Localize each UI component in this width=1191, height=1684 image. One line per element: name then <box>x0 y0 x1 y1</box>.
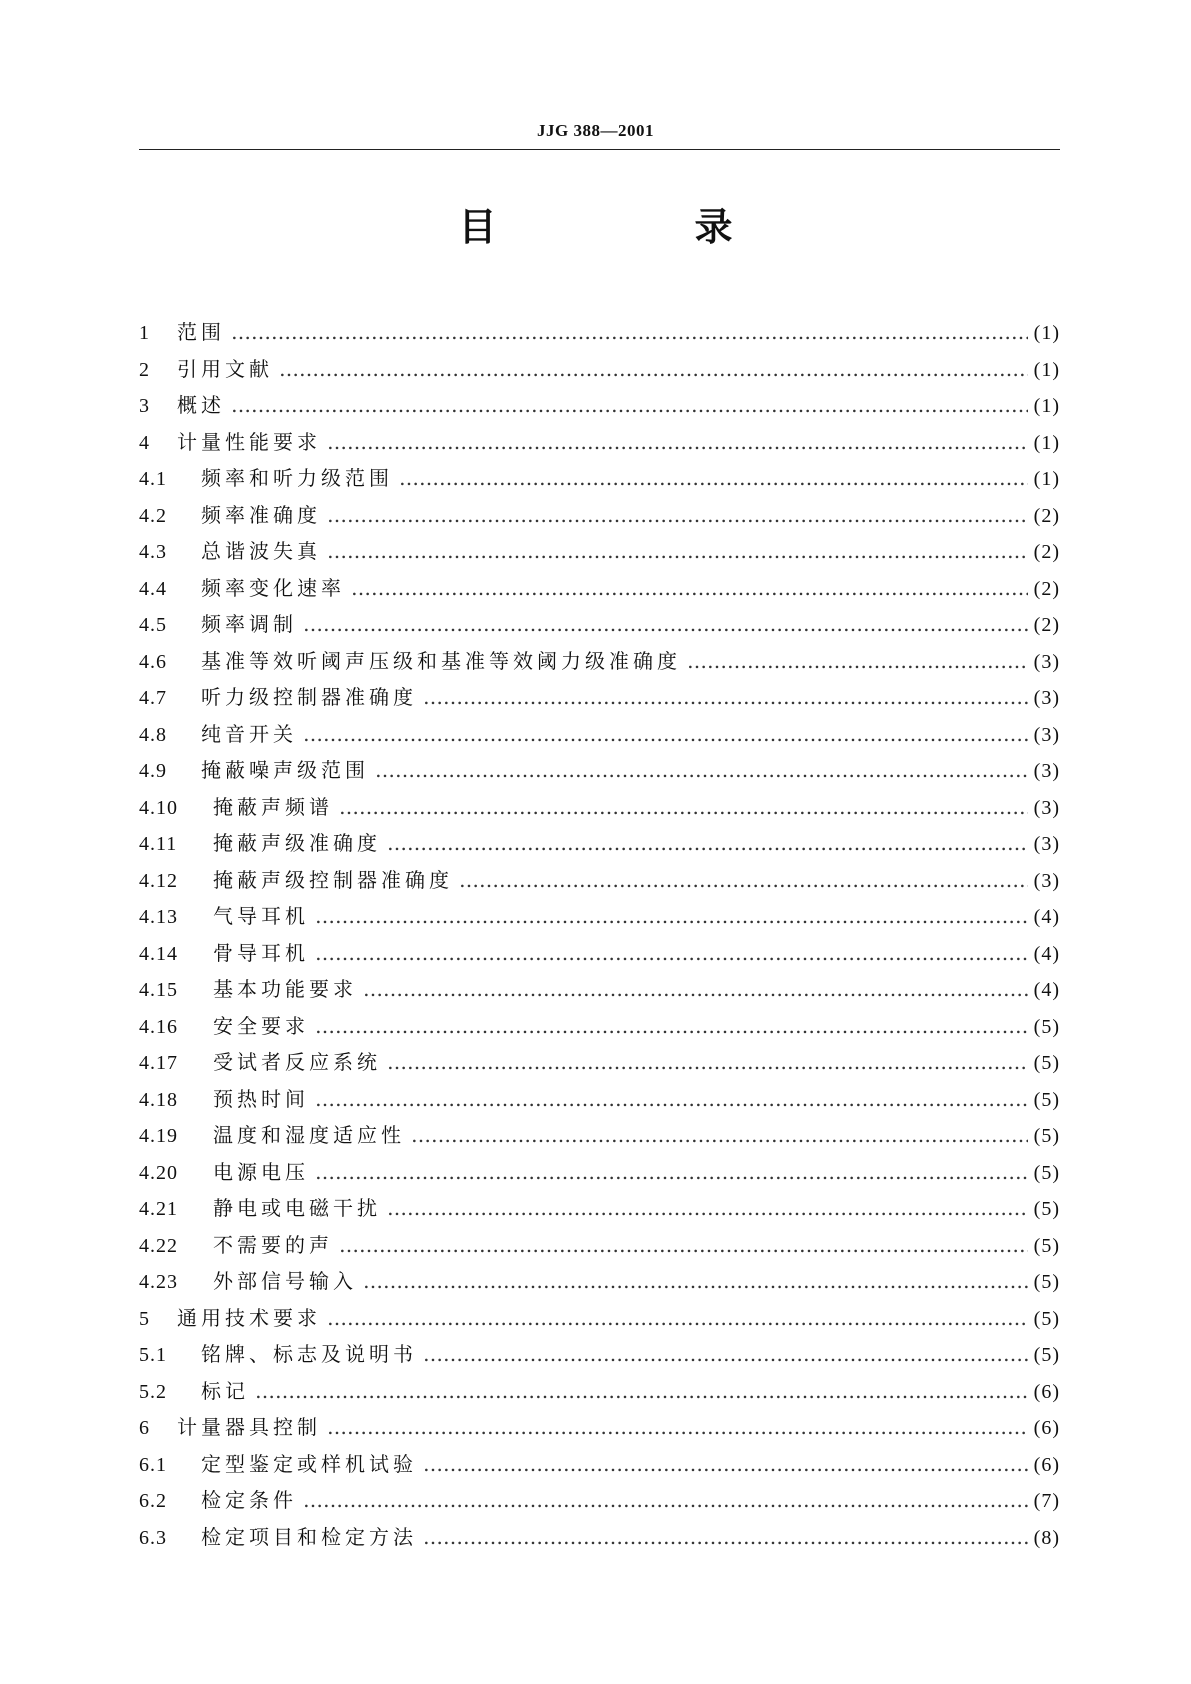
toc-entry[interactable] <box>139 497 1060 534</box>
toc-entry-page: (1) <box>1033 468 1060 490</box>
toc-entry-number: 1 <box>139 322 150 344</box>
toc-entry-page: (2) <box>1033 577 1060 600</box>
toc-dot-leader <box>339 1227 1028 1264</box>
toc-dot-leader <box>255 1373 1028 1410</box>
toc-entry[interactable] <box>139 1044 1060 1081</box>
toc-entry-title: 频率准确度 <box>201 502 321 527</box>
page-title: 目 录 <box>458 205 813 249</box>
toc-entry-title: 预热时间 <box>213 1086 309 1111</box>
toc-entry[interactable] <box>139 1482 1060 1519</box>
toc-entry-page: (5) <box>1033 1234 1060 1257</box>
toc-entry-page: (6) <box>1033 1380 1060 1403</box>
toc-entry-number: 4 <box>139 431 150 454</box>
toc-dot-leader <box>231 314 1028 351</box>
toc-entry-page: (5) <box>1033 1344 1060 1366</box>
toc-entry-page: (5) <box>1033 1052 1060 1074</box>
toc-entry[interactable] <box>139 606 1060 643</box>
toc-entry-number: 4.9 <box>139 760 167 782</box>
toc-entry-title: 检定条件 <box>201 1488 297 1512</box>
toc-dot-leader <box>399 460 1028 497</box>
toc-entry[interactable] <box>139 387 1060 424</box>
toc-entry-page: (5) <box>1033 1307 1060 1330</box>
toc-entry-page: (1) <box>1033 358 1060 381</box>
toc-entry-number: 3 <box>139 395 150 417</box>
toc-entry-number: 4.23 <box>139 1271 178 1293</box>
toc-dot-leader <box>327 1300 1028 1337</box>
toc-dot-leader <box>423 1446 1028 1483</box>
toc-entry[interactable] <box>139 460 1060 497</box>
toc-entry-title: 通用技术要求 <box>177 1305 321 1330</box>
toc-dot-leader <box>303 716 1028 753</box>
toc-entry-page: (3) <box>1033 723 1060 746</box>
toc-entry[interactable] <box>139 314 1060 351</box>
toc-entry-number: 6.2 <box>139 1490 167 1512</box>
toc-entry-number: 4.13 <box>139 906 178 928</box>
toc-entry[interactable] <box>139 679 1060 716</box>
toc-entry-page: (3) <box>1033 650 1060 673</box>
header-rule <box>139 149 1060 150</box>
toc-dot-leader <box>303 1482 1028 1519</box>
toc-entry-page: (5) <box>1033 1088 1060 1111</box>
toc-entry-number: 4.5 <box>139 614 167 636</box>
toc-entry[interactable] <box>139 971 1060 1008</box>
toc-entry-number: 4.1 <box>139 468 167 490</box>
toc-entry-page: (2) <box>1033 504 1060 527</box>
toc-entry-title: 骨导耳机 <box>213 940 309 965</box>
toc-entry-title: 掩蔽声级控制器准确度 <box>213 867 453 892</box>
toc-entry-number: 2 <box>139 358 150 381</box>
toc-entry-page: (5) <box>1033 1125 1060 1147</box>
toc-dot-leader <box>327 533 1028 570</box>
toc-dot-leader <box>687 643 1028 680</box>
toc-entry-title: 掩蔽声级准确度 <box>213 831 381 855</box>
toc-dot-leader <box>363 971 1028 1008</box>
toc-entry-number: 4.8 <box>139 723 167 746</box>
toc-entry-page: (5) <box>1033 1271 1060 1293</box>
toc-entry[interactable] <box>139 898 1060 935</box>
toc-entry[interactable] <box>139 570 1060 607</box>
toc-entry-page: (5) <box>1033 1161 1060 1184</box>
toc-entry-number: 6 <box>139 1417 150 1439</box>
toc-entry-page: (3) <box>1033 687 1060 709</box>
toc-dot-leader <box>303 606 1028 643</box>
toc-entry-page: (3) <box>1033 760 1060 782</box>
toc-entry-title: 受试者反应系统 <box>213 1050 381 1074</box>
toc-dot-leader <box>315 1081 1028 1118</box>
toc-entry-title: 概述 <box>177 393 225 417</box>
toc-entry-number: 4.3 <box>139 541 167 563</box>
toc-entry-page: (5) <box>1033 1015 1060 1038</box>
toc-entry-title: 基准等效听阈声压级和基准等效阈力级准确度 <box>201 648 681 673</box>
toc-entry[interactable] <box>139 643 1060 680</box>
toc-entry-title: 标记 <box>201 1378 249 1403</box>
toc-entry-number: 4.22 <box>139 1234 178 1257</box>
toc-entry-page: (4) <box>1033 942 1060 965</box>
toc-entry[interactable] <box>139 1373 1060 1410</box>
toc-entry-title: 范围 <box>177 320 225 344</box>
toc-entry-number: 4.15 <box>139 979 178 1001</box>
toc-entry[interactable] <box>139 1081 1060 1118</box>
toc-entry-title: 定型鉴定或样机试验 <box>201 1451 417 1476</box>
toc-entry[interactable] <box>139 1300 1060 1337</box>
toc-entry-title: 外部信号输入 <box>213 1269 357 1293</box>
toc-entry-number: 4.11 <box>139 833 178 855</box>
toc-entry-number: 4.16 <box>139 1015 178 1038</box>
toc-entry-number: 6.1 <box>139 1453 167 1476</box>
toc-dot-leader <box>315 935 1028 972</box>
toc-dot-leader <box>387 825 1028 862</box>
toc-entry-page: (2) <box>1033 614 1060 636</box>
toc-entry-number: 4.7 <box>139 687 167 709</box>
toc-entry-number: 5 <box>139 1307 150 1330</box>
toc-entry-title: 掩蔽声频谱 <box>213 794 333 819</box>
toc-entry-page: (6) <box>1033 1417 1060 1439</box>
toc-dot-leader <box>327 424 1028 461</box>
toc-entry-page: (4) <box>1033 979 1060 1001</box>
toc-entry-number: 4.19 <box>139 1125 178 1147</box>
toc-entry[interactable] <box>139 789 1060 826</box>
toc-entry-page: (2) <box>1033 541 1060 563</box>
toc-entry[interactable] <box>139 716 1060 753</box>
toc-entry-title: 频率和听力级范围 <box>201 466 393 490</box>
toc-entry-title: 听力级控制器准确度 <box>201 685 417 709</box>
toc-entry-title: 安全要求 <box>213 1013 309 1038</box>
toc-entry-number: 4.4 <box>139 577 167 600</box>
toc-dot-leader <box>363 1263 1028 1300</box>
toc-entry[interactable] <box>139 1008 1060 1045</box>
toc-entry-page: (1) <box>1033 322 1060 344</box>
toc-dot-leader <box>423 1519 1028 1556</box>
toc-dot-leader <box>231 387 1028 424</box>
toc-entry-page: (3) <box>1033 869 1060 892</box>
toc-entry-page: (3) <box>1033 833 1060 855</box>
toc-entry-number: 4.20 <box>139 1161 178 1184</box>
toc-dot-leader <box>411 1117 1028 1154</box>
toc-entry-title: 温度和湿度适应性 <box>213 1123 405 1147</box>
toc-dot-leader <box>327 497 1028 534</box>
toc-entry-title: 静电或电磁干扰 <box>213 1196 381 1220</box>
toc-dot-leader <box>375 752 1028 789</box>
toc-dot-leader <box>459 862 1028 899</box>
toc-entry-number: 4.2 <box>139 504 167 527</box>
toc-dot-leader <box>423 1336 1028 1373</box>
toc-entry-title: 计量器具控制 <box>177 1415 321 1439</box>
toc-entry-number: 4.21 <box>139 1198 178 1220</box>
toc-entry[interactable] <box>139 1154 1060 1191</box>
toc-entry-page: (3) <box>1033 796 1060 819</box>
toc-entry-title: 引用文献 <box>177 356 273 381</box>
toc-entry-title: 检定项目和检定方法 <box>201 1524 417 1549</box>
toc-entry-number: 4.10 <box>139 796 178 819</box>
toc-entry-number: 4.17 <box>139 1052 178 1074</box>
toc-entry-page: (1) <box>1033 431 1060 454</box>
toc-entry[interactable] <box>139 533 1060 570</box>
toc-list <box>139 314 1060 1555</box>
toc-entry-number: 4.14 <box>139 942 178 965</box>
toc-entry[interactable] <box>139 1519 1060 1556</box>
toc-entry-number: 4.6 <box>139 650 167 673</box>
toc-entry-page: (4) <box>1033 906 1060 928</box>
toc-entry-title: 纯音开关 <box>201 721 297 746</box>
toc-dot-leader <box>387 1044 1028 1081</box>
toc-entry[interactable] <box>139 1336 1060 1373</box>
toc-entry-title: 计量性能要求 <box>177 429 321 454</box>
toc-entry[interactable] <box>139 935 1060 972</box>
toc-entry-number: 4.12 <box>139 869 178 892</box>
toc-entry[interactable] <box>139 1190 1060 1227</box>
toc-entry-title: 掩蔽噪声级范围 <box>201 758 369 782</box>
toc-dot-leader <box>339 789 1028 826</box>
toc-dot-leader <box>315 1154 1028 1191</box>
toc-entry[interactable] <box>139 1117 1060 1154</box>
toc-entry-title: 频率调制 <box>201 612 297 636</box>
toc-entry-title: 铭牌、标志及说明书 <box>201 1342 417 1366</box>
toc-entry-number: 4.18 <box>139 1088 178 1111</box>
toc-entry-number: 6.3 <box>139 1526 167 1549</box>
toc-entry[interactable] <box>139 1227 1060 1264</box>
toc-dot-leader <box>387 1190 1028 1227</box>
toc-dot-leader <box>423 679 1028 716</box>
toc-entry-number: 5.2 <box>139 1380 167 1403</box>
toc-entry[interactable] <box>139 752 1060 789</box>
toc-entry-title: 电源电压 <box>213 1159 309 1184</box>
toc-entry[interactable] <box>139 351 1060 388</box>
toc-entry-page: (6) <box>1033 1453 1060 1476</box>
toc-entry[interactable] <box>139 1446 1060 1483</box>
toc-dot-leader <box>351 570 1028 607</box>
toc-entry[interactable] <box>139 862 1060 899</box>
toc-dot-leader <box>315 898 1028 935</box>
toc-entry-title: 频率变化速率 <box>201 575 345 600</box>
toc-entry-page: (5) <box>1033 1198 1060 1220</box>
toc-entry[interactable] <box>139 1409 1060 1446</box>
toc-entry-page: (8) <box>1033 1526 1060 1549</box>
toc-entry-number: 5.1 <box>139 1344 167 1366</box>
toc-entry-title: 基本功能要求 <box>213 977 357 1001</box>
toc-dot-leader <box>315 1008 1028 1045</box>
toc-entry-title: 不需要的声 <box>213 1232 333 1257</box>
toc-dot-leader <box>327 1409 1028 1446</box>
document-code: JJG 388—2001 <box>537 121 654 140</box>
toc-entry-page: (7) <box>1033 1490 1060 1512</box>
toc-entry[interactable] <box>139 1263 1060 1300</box>
toc-entry-title: 气导耳机 <box>213 904 309 928</box>
toc-entry[interactable] <box>139 825 1060 862</box>
toc-entry-page: (1) <box>1033 395 1060 417</box>
toc-entry[interactable] <box>139 424 1060 461</box>
toc-dot-leader <box>279 351 1028 388</box>
toc-entry-title: 总谐波失真 <box>201 539 321 563</box>
